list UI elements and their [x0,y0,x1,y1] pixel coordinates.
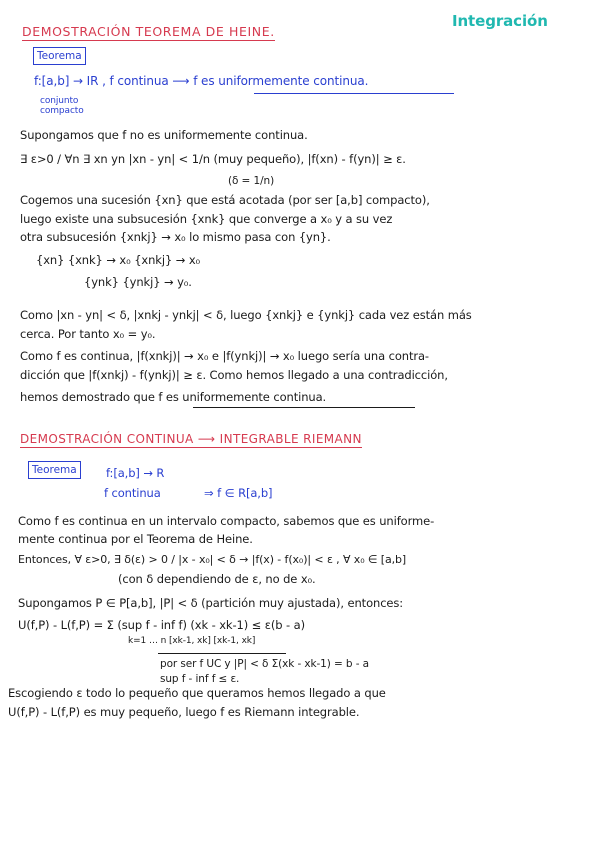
r-line-5: Supongamos P ∈ P[a,b], |P| < δ (partición muy ajustada), entonces: [18,596,404,610]
proof-line-4: Cogemos una sucesión {xn} que está acotada (por ser [a,b] compacto), [20,193,430,207]
proof-line-9: Como |xn - yn| < δ, |xnkj - ynkj| < δ, luego {xnkj} e {ynkj} cada vez están más [20,308,472,322]
riemann-statement-c: ⇒ f ∈ R[a,b] [204,486,273,500]
teorema-label-2: Teorema [32,464,77,476]
r-line-4: (con δ dependiendo de ε, no de x₀. [118,572,316,586]
r-line-11: U(f,P) - L(f,P) es muy pequeño, luego f es Riemann integrable. [8,705,360,719]
r-line-6: U(f,P) - L(f,P) = Σ (sup f - inf f) (xk - xk-1) ≤ ε(b - a) [18,618,305,632]
proof-line-13: hemos demostrado que f es uniformemente continua. [20,390,327,404]
riemann-statement-a: f:[a,b] → R [106,466,165,480]
teorema-box [33,47,86,65]
proof-line-1: Supongamos que f no es uniformemente continua. [20,128,308,142]
r-line-2: mente continua por el Teorema de Heine. [18,532,253,546]
r-line-1: Como f es continua en un intervalo compacto, sabemos que es uniforme- [18,514,435,528]
proof-line-10: cerca. Por tanto x₀ = y₀. [20,327,156,341]
r-line-3: Entonces, ∀ ε>0, ∃ δ(ε) > 0 / |x - x₀| < δ → |f(x) - f(x₀)| < ε , ∀ x₀ ∈ [a,b] [18,553,407,566]
r-line-10: Escogiendo ε todo lo pequeño que queramos hemos llegado a que [8,686,386,700]
proof-line-11: Como f es continua, |f(xnkj)| → x₀ e |f(ynkj)| → x₀ luego sería una contra- [20,349,429,363]
proof-line-8: {ynk} {ynkj} → y₀. [84,275,192,289]
r-line-8: por ser f UC y |P| < δ Σ(xk - xk-1) = b - a [160,658,369,670]
conclusion-underline [193,407,415,408]
proof-line-6: otra subsucesión {xnkj} → x₀ lo mismo pasa con {yn}. [20,230,331,244]
r-line-9: sup f - inf f ≤ ε. [160,673,240,685]
r-line-7: k=1 … n [xk-1, xk] [xk-1, xk] [128,636,256,646]
brace-line [158,653,286,654]
proof-line-2: ∃ ε>0 / ∀n ∃ xn yn |xn - yn| < 1/n (muy pequeño), |f(xn) - f(yn)| ≥ ε. [20,152,406,166]
statement-underline [254,93,454,94]
proof-line-5: luego existe una subsucesión {xnk} que converge a x₀ y a su vez [20,212,393,226]
teorema-label: Teorema [37,50,82,62]
section1-title: DEMOSTRACIÓN TEOREMA DE HEINE. [22,24,275,39]
proof-line-3: (δ = 1/n) [228,175,275,187]
heine-statement: f:[a,b] → IR , f continua ⟶ f es uniformemente continua. [34,74,369,88]
category-label: Integración [452,12,548,30]
section2-title: DEMOSTRACIÓN CONTINUA ⟶ INTEGRABLE RIEMANN [20,432,362,446]
conjunto-label: conjunto compacto [40,96,84,116]
teorema-box-2 [28,461,81,479]
proof-line-7: {xn} {xnk} → x₀ {xnkj} → x₀ [36,253,201,267]
proof-line-12: dicción que |f(xnkj) - f(ynkj)| ≥ ε. Como hemos llegado a una contradicción, [20,368,448,382]
riemann-statement-b: f continua [104,486,161,500]
